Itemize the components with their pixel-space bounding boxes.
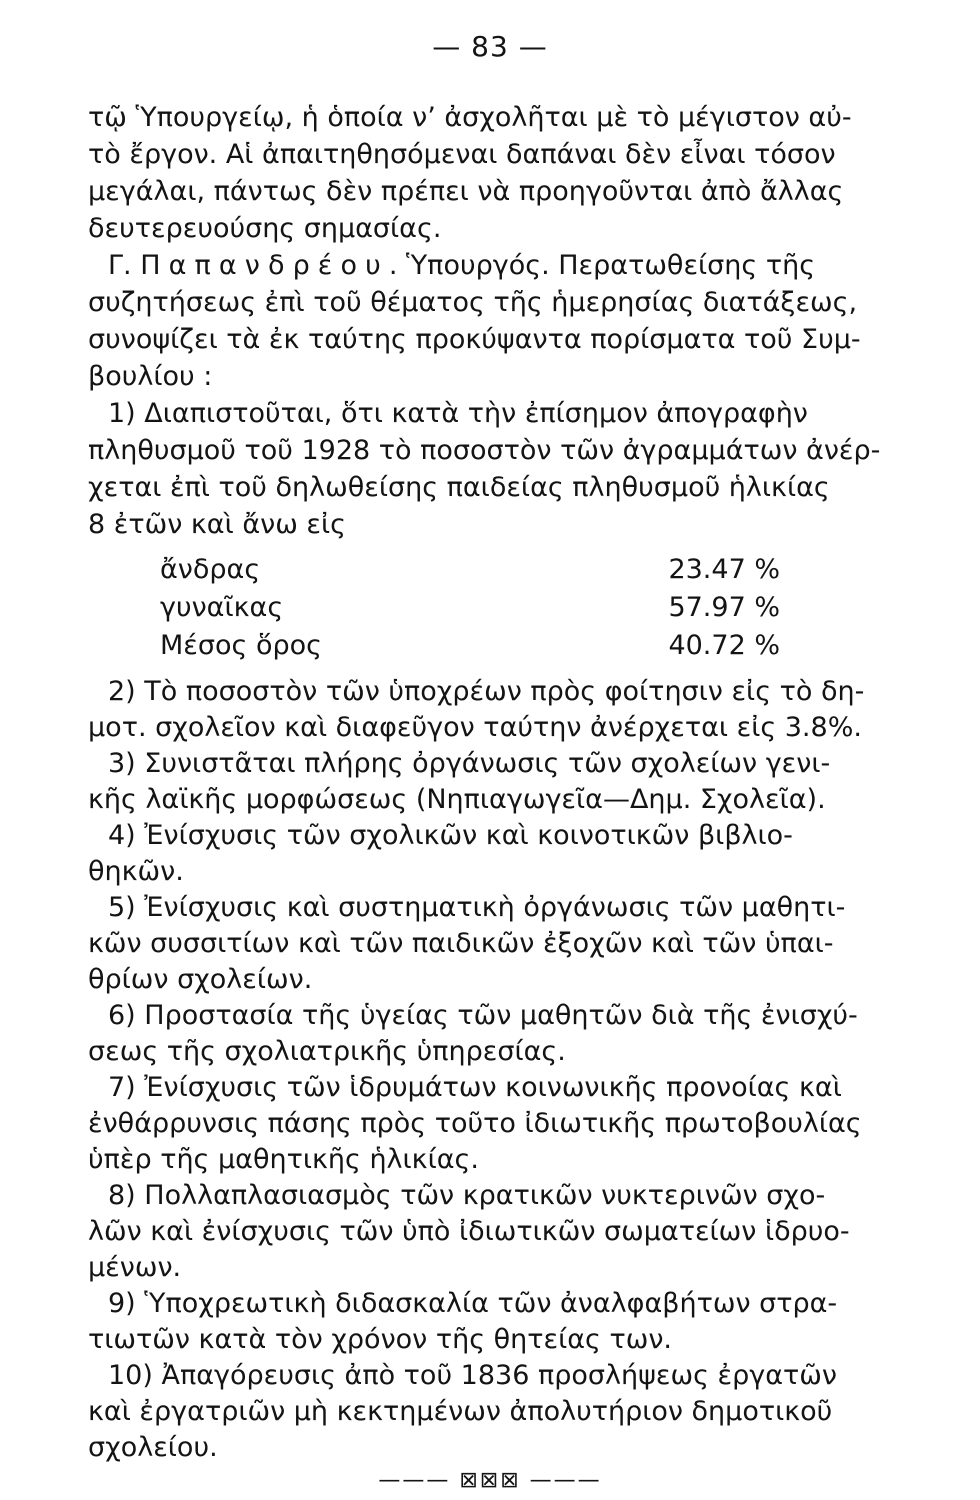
text-line: 8 ἐτῶν καὶ ἄνω εἰς (88, 509, 346, 540)
text-line: συζητήσεως ἐπὶ τοῦ θέματος τῆς ἡμερησίας διατάξεως, (88, 287, 858, 318)
text-line: 3) Συνιστᾶται πλήρης ὀργάνωσις τῶν σχολείων γενι- (108, 748, 831, 779)
text-line: καὶ ἐργατριῶν μὴ κεκτημένων ἀπολυτήριον δημοτικοῦ (88, 1396, 833, 1427)
text-line: θηκῶν. (88, 856, 184, 887)
text-line: 5) Ἐνίσχυσις καὶ συστηματικὴ ὀργάνωσις τῶν μαθητι- (108, 892, 846, 923)
text-line: 4) Ἐνίσχυσις τῶν σχολικῶν καὶ κοινοτικῶν βιβλιο- (108, 820, 793, 851)
row-label: Μέσος ὅρος (160, 630, 322, 661)
row-value: 57.97 % (668, 592, 780, 623)
text-line: 9) Ὑποχρεωτικὴ διδασκαλία τῶν ἀναλφαβήτων στρα- (108, 1288, 838, 1319)
text-line: 7) Ἐνίσχυσις τῶν ἱδρυμάτων κοινωνικῆς προνοίας καὶ (108, 1072, 842, 1103)
text-line: σεως τῆς σχολιατρικῆς ὑπηρεσίας. (88, 1036, 566, 1067)
text-line: 10) Ἀπαγόρευσις ἀπὸ τοῦ 1836 προσλήψεως ἐργατῶν (108, 1360, 837, 1391)
text-line: συνοψίζει τὰ ἐκ ταύτης προκύψαντα πορίσματα τοῦ Συμ- (88, 324, 861, 355)
text-line: μεγάλαι, πάντως δὲν πρέπει νὰ προηγοῦνται ἀπὸ ἄλλας (88, 176, 844, 207)
text-line: τιωτῶν κατὰ τὸν χρόνον τῆς θητείας των. (88, 1324, 673, 1355)
speaker-role: . Ὑπουργός. Περατωθείσης τῆς (388, 250, 816, 281)
speaker-name: Παπανδρέου (140, 250, 389, 281)
text-line: 8) Πολλαπλασιασμὸς τῶν κρατικῶν νυκτερινῶν σχο- (108, 1180, 826, 1211)
text-line: θρίων σχολείων. (88, 964, 313, 995)
text-line: χεται ἐπὶ τοῦ δηλωθείσης παιδείας πληθυσμοῦ ἡλικίας (88, 472, 830, 503)
row-label: ἄνδρας (160, 554, 261, 585)
text-line: λῶν καὶ ἐνίσχυσις τῶν ὑπὸ ἰδιωτικῶν σωματείων ἱδρυο- (88, 1216, 850, 1247)
text-line: πληθυσμοῦ τοῦ 1928 τὸ ποσοστὸν τῶν ἀγραμμάτων ἀνέρ- (88, 435, 881, 466)
page-number: — 83 — (432, 30, 548, 63)
text-line: βουλίου : (88, 361, 213, 392)
row-value: 23.47 % (668, 554, 780, 585)
text-line: μένων. (88, 1252, 182, 1283)
text-line: ὑπὲρ τῆς μαθητικῆς ἡλικίας. (88, 1144, 479, 1175)
table-row (160, 590, 780, 626)
table-row (160, 552, 780, 588)
row-value: 40.72 % (668, 630, 780, 661)
text-line: κῆς λαϊκῆς μορφώσεως (Νηπιαγωγεῖα—Δημ. Σχολεῖα). (88, 784, 826, 815)
speaker-line (88, 248, 908, 284)
text-line: δευτερευούσης σημασίας. (88, 213, 442, 244)
text-line: μοτ. σχολεῖον καὶ διαφεῦγον ταύτην ἀνέρχεται εἰς 3.8%. (88, 712, 862, 743)
text-line: κῶν συσσιτίων καὶ τῶν παιδικῶν ἐξοχῶν καὶ τῶν ὑπαι- (88, 928, 834, 959)
text-line: 6) Προστασία τῆς ὑγείας τῶν μαθητῶν διὰ τῆς ἐνισχύ- (108, 1000, 858, 1031)
text-line: τῷ Ὑπουργείῳ, ἡ ὁποία ν’ ἀσχολῆται μὲ τὸ μέγιστον αὐ- (88, 102, 852, 133)
text-line: 1) Διαπιστοῦται, ὅτι κατὰ τὴν ἐπίσημον ἀπογραφὴν (108, 398, 808, 429)
row-label: γυναῖκας (160, 592, 284, 623)
text-line: σχολείου. (88, 1432, 218, 1463)
text-line: 2) Τὸ ποσοστὸν τῶν ὑποχρέων πρὸς φοίτησιν εἰς τὸ δη- (108, 676, 865, 707)
table-row (160, 628, 780, 664)
speaker-prefix: Γ. (108, 250, 141, 281)
text-line: τὸ ἔργον. Αἱ ἀπαιτηθησόμεναι δαπάναι δὲν εἶναι τόσον (88, 139, 836, 170)
end-ornament: ——— ⊠⊠⊠ ——— (378, 1468, 602, 1493)
text-line: ἐνθάρρυνσις πάσης πρὸς τοῦτο ἰδιωτικῆς πρωτοβουλίας (88, 1108, 862, 1139)
